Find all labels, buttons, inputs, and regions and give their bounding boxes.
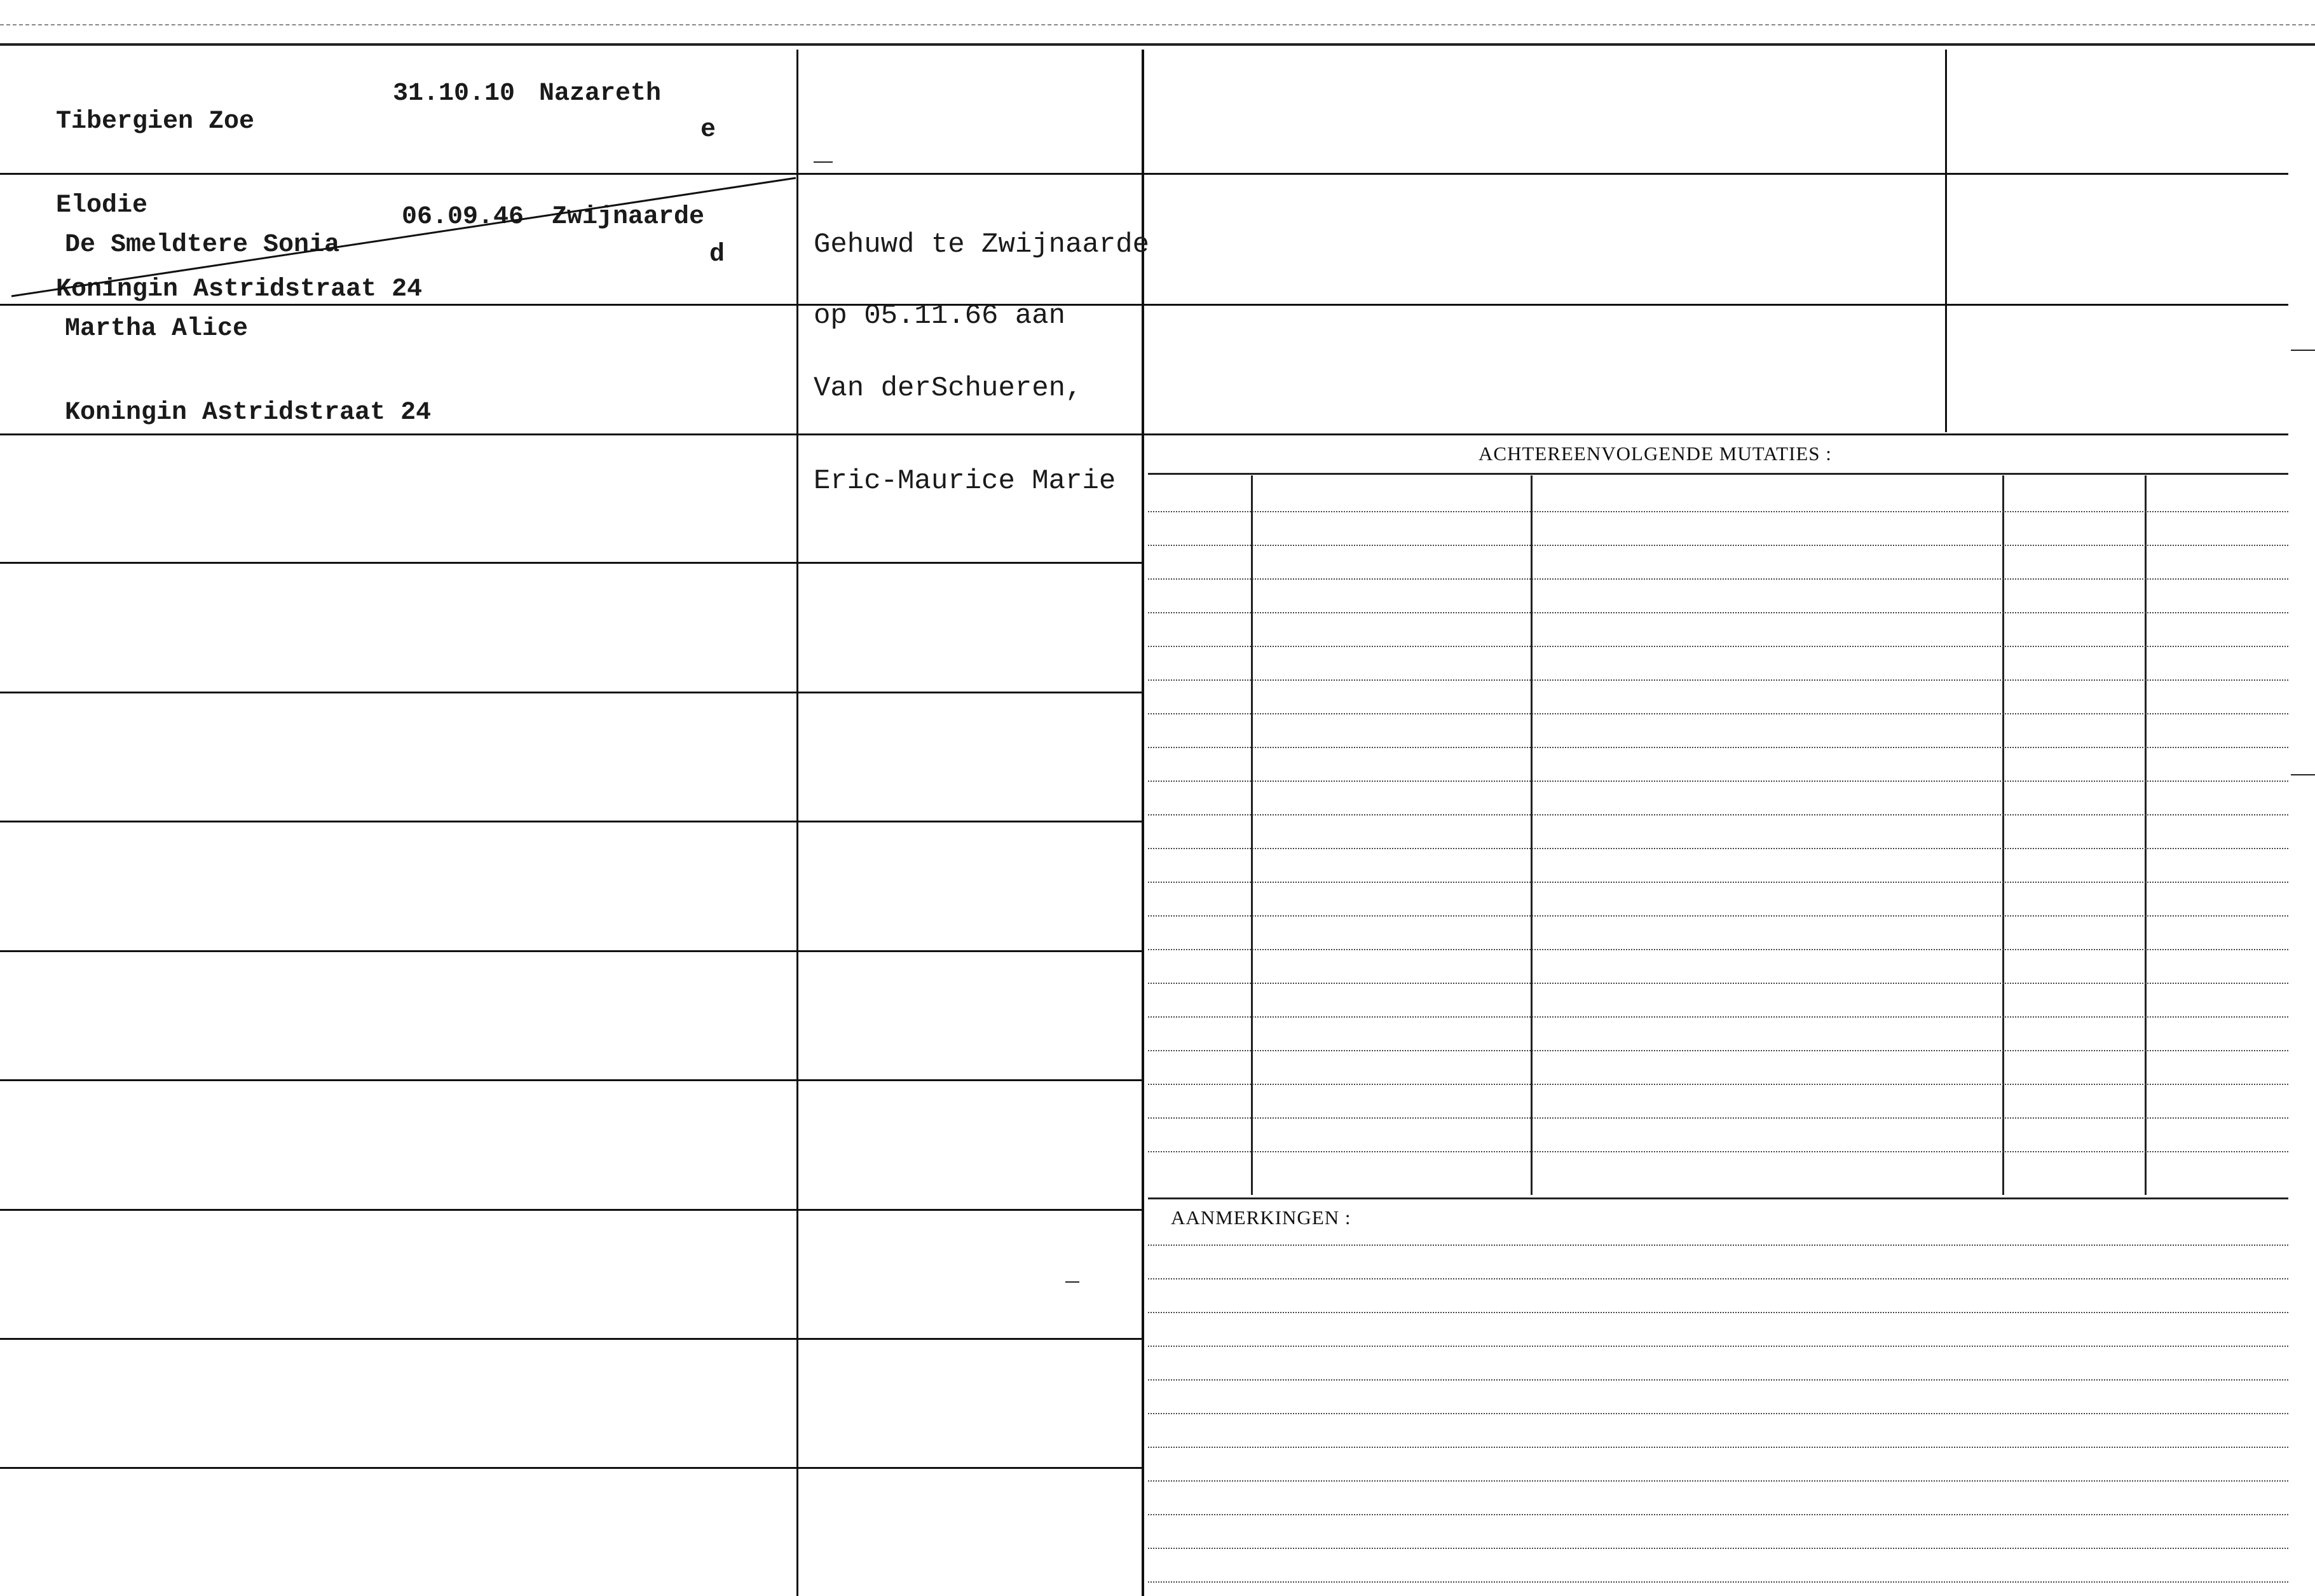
marriage-note — [814, 178, 1149, 521]
ruled-line — [1148, 1447, 2288, 1448]
entry-code: e — [700, 116, 716, 144]
ruled-line — [1148, 1050, 2288, 1051]
ruled-line — [1148, 1413, 2288, 1414]
ruled-line — [1148, 781, 2288, 782]
ruled-line — [1148, 1548, 2288, 1549]
ruled-line — [1148, 814, 2288, 815]
mutations-col-line — [1531, 475, 1533, 1195]
scan-edge-noise — [0, 24, 2315, 25]
note-line-4: Eric-Maurice Marie — [814, 465, 1116, 497]
ruled-line — [1148, 915, 2288, 917]
ruled-line — [1148, 545, 2288, 546]
mutations-bottom-line — [1148, 1197, 2288, 1199]
entry-code: d — [709, 240, 725, 269]
row-line — [0, 950, 1142, 952]
stray-mark — [814, 161, 833, 163]
entry-name: De Smeldtere Sonia — [65, 231, 340, 259]
row-line — [0, 562, 1142, 564]
stray-mark — [1065, 1281, 1079, 1283]
entry-birth-place: Zwijnaarde — [552, 203, 705, 231]
row-line — [0, 1079, 1142, 1081]
ruled-line — [1148, 1581, 2288, 1583]
ruled-line — [1148, 983, 2288, 984]
mutations-col-line — [2002, 475, 2004, 1195]
mutations-heading: ACHTEREENVOLGENDE MUTATIES : — [1478, 442, 1832, 465]
ruled-line — [1148, 679, 2288, 681]
ruled-line — [1148, 713, 2288, 714]
note-line-2: op 05.11.66 aan — [814, 300, 1066, 332]
ruled-line — [1148, 1480, 2288, 1482]
mutations-col-line — [1251, 475, 1253, 1195]
entry-birth-date: 31.10.10 — [393, 79, 516, 108]
ruled-line — [1148, 612, 2288, 613]
note-line-3: Van derSchueren, — [814, 372, 1082, 404]
entry-birth-place: Nazareth — [539, 79, 662, 108]
ruled-line — [1148, 848, 2288, 849]
entry-name: Tibergien Zoe — [56, 107, 255, 136]
ruled-line — [1148, 1117, 2288, 1119]
ruled-line — [1148, 1245, 2288, 1246]
strike-through-line — [0, 172, 801, 305]
ruled-line — [1148, 747, 2288, 748]
edge-tick — [2291, 350, 2315, 351]
entry-given-names: Martha Alice — [65, 315, 249, 343]
ruled-line — [1148, 882, 2288, 883]
ruled-line — [1148, 1084, 2288, 1085]
mutations-top-line — [1148, 473, 2288, 475]
entry-address: Koningin Astridstraat 24 — [65, 399, 432, 427]
ruled-line — [1148, 1312, 2288, 1313]
row-line — [0, 1209, 1142, 1211]
ruled-line — [1148, 511, 2288, 512]
entry-given-names: Elodie — [56, 191, 148, 220]
row-line — [0, 1467, 1142, 1469]
entry-birth-date: 06.09.46 — [402, 203, 524, 231]
ruled-line — [1148, 949, 2288, 950]
ruled-line — [1148, 1379, 2288, 1381]
ruled-line — [1148, 1346, 2288, 1347]
ruled-line — [1148, 1151, 2288, 1152]
column-divider-3 — [1945, 50, 1947, 432]
ruled-line — [1148, 646, 2288, 647]
ruled-line — [1148, 1016, 2288, 1018]
remarks-heading: AANMERKINGEN : — [1171, 1206, 1351, 1229]
note-line-1: Gehuwd te Zwijnaarde — [814, 229, 1150, 261]
row-line — [0, 821, 1142, 822]
mutations-col-line — [2145, 475, 2147, 1195]
row-line — [0, 1338, 1142, 1340]
ruled-line — [1148, 1278, 2288, 1279]
top-border — [0, 43, 2315, 46]
entry-address: Koningin Astridstraat 24 — [56, 275, 423, 304]
ruled-line — [1148, 1514, 2288, 1515]
row-line — [0, 692, 1142, 693]
edge-tick — [2291, 774, 2315, 775]
ruled-line — [1148, 578, 2288, 580]
